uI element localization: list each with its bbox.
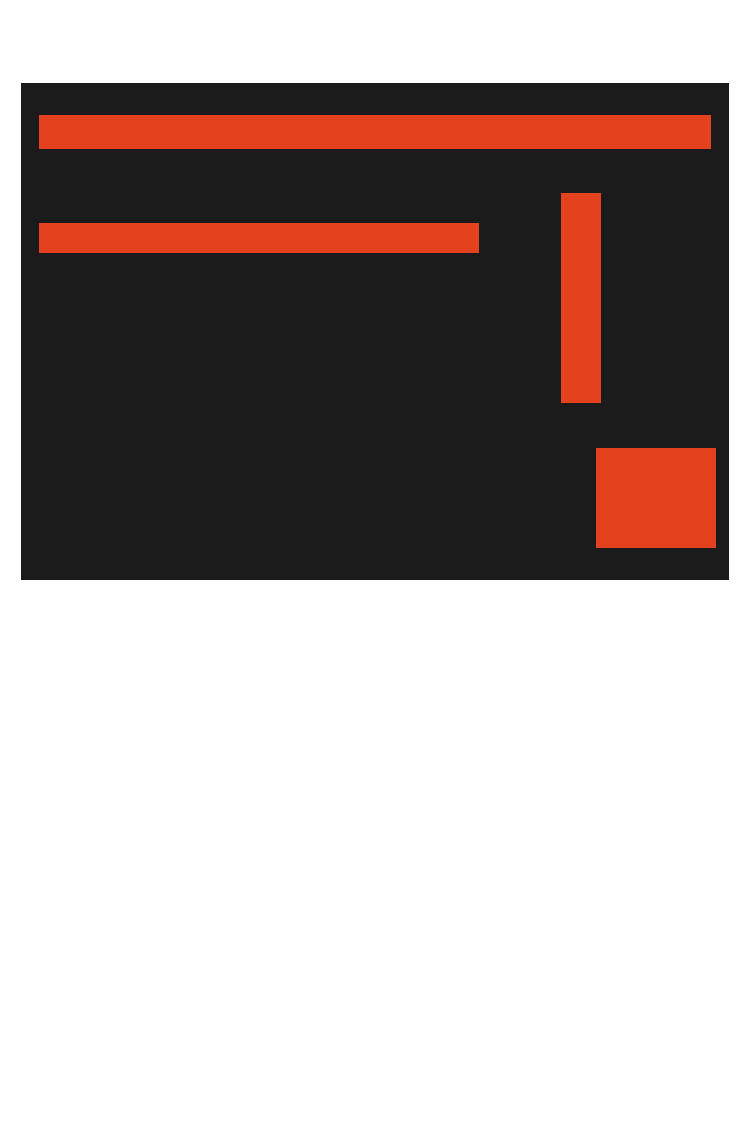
tool-tray-photo — [21, 83, 729, 580]
foam-strip-top — [39, 115, 711, 149]
page-title — [0, 8, 750, 72]
foam-strip-second — [39, 223, 479, 253]
foam-strip-right-vertical — [561, 193, 601, 403]
foam-strip-bottom-right — [596, 448, 716, 548]
